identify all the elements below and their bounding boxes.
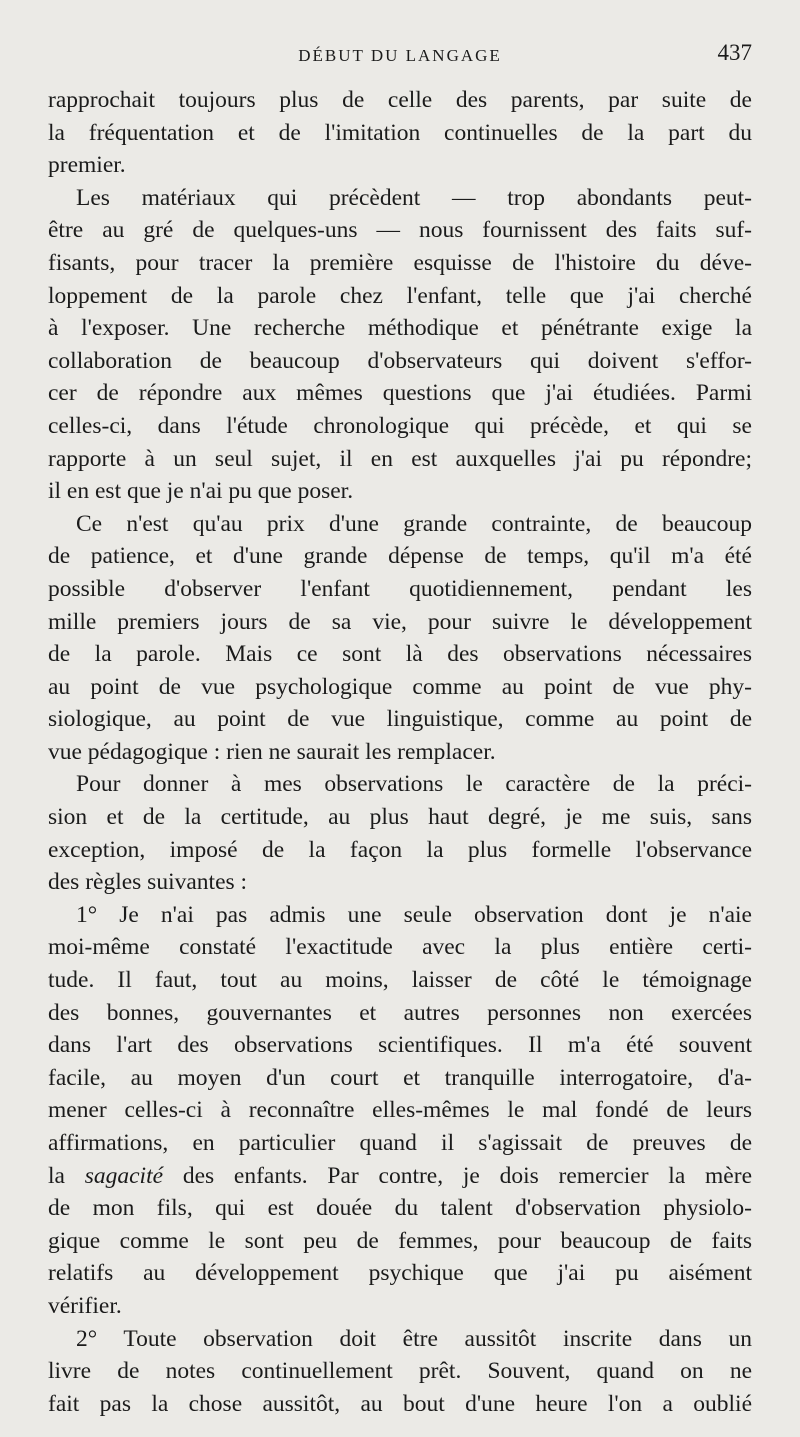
text-line: fait pas la chose aussitôt, au bout d'une heure l'on a oublié [48,1390,752,1417]
text-run: des enfants. Par contre, je dois remercier la mère [163,1162,752,1189]
italic-word: sagacité [84,1162,164,1189]
text-line: il en est que je n'ai pu que poser. [48,478,354,505]
paragraph-first-line: 2° Toute observation doit être aussitôt inscrite dans un [76,1325,752,1352]
text-line: livre de notes continuellement prêt. Souvent, quand on ne [48,1358,752,1385]
text-line: mille premiers jours de sa vie, pour suivre le développement [48,608,752,635]
text-line: exception, imposé de la façon la plus formelle l'observance [48,836,752,863]
running-head [48,40,752,74]
text-line: collaboration de beaucoup d'observateurs qui doivent s'effor- [48,347,752,374]
text-line: possible d'observer l'enfant quotidiennement, pendant les [48,575,752,602]
page-number: 437 [717,40,752,65]
text-line: vue pédagogique : rien ne saurait les remplacer. [48,738,496,765]
text-line: cer de répondre aux mêmes questions que j'ai étudiées. Parmi [48,380,752,407]
text-line: à l'exposer. Une recherche méthodique et pénétrante exige la [48,315,752,342]
paragraph-first-line: Ce n'est qu'au prix d'une grande contrainte, de beaucoup [76,510,752,537]
text-line: sion et de la certitude, au plus haut degré, je me suis, sans [48,804,752,831]
text-line: celles-ci, dans l'étude chronologique qui précède, et qui se [48,412,752,439]
text-line: de la parole. Mais ce sont là des observations nécessaires [48,641,752,668]
text-line: affirmations, en particulier quand il s'agissait de preuves de [48,1130,752,1156]
text-line: moi-même constaté l'exactitude avec la plus entière certi- [48,934,752,961]
text-line: rapprochait toujours plus de celle des parents, par suite de [48,87,752,113]
running-title: DÉBUT DU LANGAGE [298,46,502,65]
text-line: mener celles-ci à reconnaître elles-mêmes le mal fondé de leurs [48,1097,752,1124]
text-line: tude. Il faut, tout au moins, laisser de côté le témoignage [48,967,752,994]
text-line: des bonnes, gouvernantes et autres personnes non exercées [48,999,752,1026]
text-line: la fréquentation et de l'imitation continuelles de la part du [48,119,752,146]
text-line: premier. [48,152,126,179]
text-line: être au gré de quelques-uns — nous fournissent des faits suf- [48,217,752,244]
paragraph-first-line: Les matériaux qui précèdent — trop abondants peut- [76,184,752,211]
text-line: rapporte à un seul sujet, il en est auxquelles j'ai pu répondre; [48,445,752,472]
text-line: loppement de la parole chez l'enfant, telle que j'ai cherché [48,282,752,309]
text-line: des règles suivantes : [48,869,248,896]
text-line: de patience, et d'une grande dépense de temps, qu'il m'a été [48,543,752,570]
text-line: siologique, au point de vue linguistique, comme au point de [48,706,752,733]
paragraph-first-line: 1° Je n'ai pas admis une seule observation dont je n'aie [76,901,752,928]
text-line-with-italic [48,1160,752,1193]
text-run: la [48,1162,85,1189]
text-line: gique comme le sont peu de femmes, pour beaucoup de faits [48,1227,752,1254]
text-line: de mon fils, qui est douée du talent d'observation physiolo- [48,1195,752,1222]
text-line: facile, au moyen d'un court et tranquille interrogatoire, d'a- [48,1064,752,1091]
body-text [48,84,752,1420]
text-line: dans l'art des observations scientifiques. Il m'a été souvent [48,1032,752,1059]
text-line: fisants, pour tracer la première esquisse de l'histoire du déve- [48,249,752,276]
text-line: au point de vue psychologique comme au point de vue phy- [48,673,752,700]
paragraph-first-line: Pour donner à mes observations le caractère de la préci- [76,771,752,798]
text-line: relatifs au développement psychique que j'ai pu aisément [48,1260,752,1287]
text-line: vérifier. [48,1292,122,1319]
